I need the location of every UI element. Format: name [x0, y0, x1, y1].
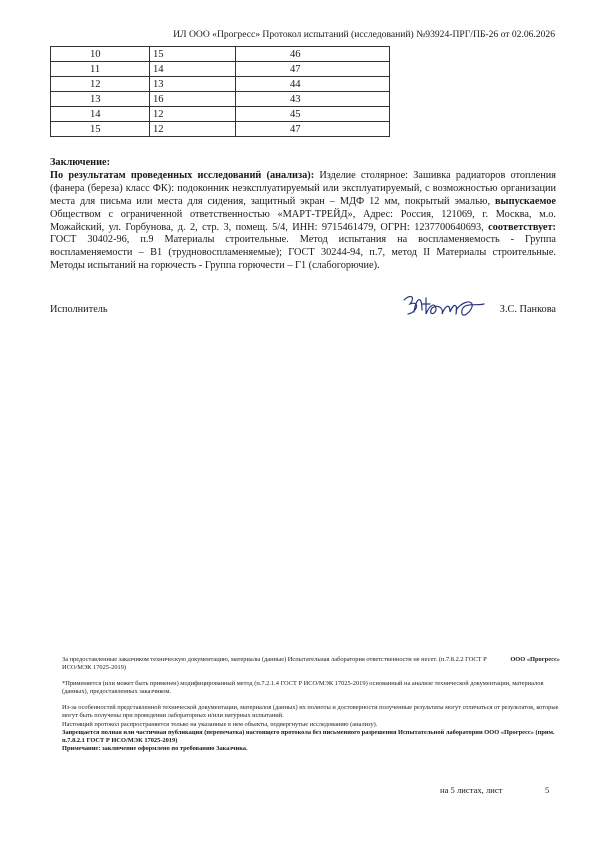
handwritten-signature [400, 288, 490, 328]
manufacturer-details: Обществом с ограниченной ответственностью «МАРТ-ТРЕЙД», Адрес: Россия, 121069, г. Москва, м.о. Можайский, ул. Горбунова, д. 2, стр. 3, помещ. 5/4, ИНН: 9715461479, ОГРН: 1237700640693, [50, 208, 556, 233]
footer-note-publication: Запрещается полная или частичная публикация (перепечатка) настоящего протокола без письменного разрешения Испытательной лаборатории ООО «Прогресс» (прим. п.7.8.2.1 ГОСТ Р ИСО/МЭК 17025-2019) [62, 728, 555, 744]
table-cell: 13 [51, 92, 150, 107]
table-cell: 12 [150, 122, 236, 137]
table-cell: 45 [236, 107, 390, 122]
table-row [51, 122, 390, 137]
conclusion-section [50, 157, 556, 273]
executor-name: З.С. Панкова [499, 304, 556, 315]
footer-note-responsibility [62, 656, 560, 672]
table-cell: 10 [51, 47, 150, 62]
compliance-details: ГОСТ 30402-96, п.9 Материалы строительные. Метод испытания на воспламеняемость - Группа воспламеняемости – В1 (трудновоспламеняемые); ГОСТ 30244-94, п.7, метод II Материалы строительные. Методы испытаний на горючесть - Группа горючести – Г1 (слабогорючие). [50, 234, 556, 272]
conclusion-text [50, 170, 556, 273]
footer-note-method: *Применяется (или может быть применен) модифицированный метод (п.7.2.1.4 ГОСТ Р ИСО/МЭК 17025-2019) основанный на анализе технической документации, материалов (данных), предоставленных заказчиком. [62, 680, 544, 696]
table-cell: 16 [150, 92, 236, 107]
table-cell: 15 [51, 122, 150, 137]
sheets-count: на 5 листах, лист [440, 785, 503, 795]
manufacturer-label: выпускаемое [494, 195, 556, 207]
page-number: 5 [545, 785, 550, 795]
table-cell: 44 [236, 77, 390, 92]
table-cell: 11 [51, 62, 150, 77]
table-row [51, 47, 390, 62]
lab-name: ООО «Прогресс» [510, 656, 560, 663]
footer-note-text: За предоставленные заказчиком техническую документацию, материалы (данные) Испытательная лаборатория ответственности не несет. (п.7.8.2.2 ГОСТ Р ИСО/МЭК 17025-2019) [62, 656, 487, 672]
footer-note-remark: Примечание: заключение оформлено по требованию Заказчика. [62, 744, 248, 752]
conclusion-title: Заключение: [50, 157, 111, 168]
table-cell: 12 [51, 77, 150, 92]
executor-label: Исполнитель [50, 304, 108, 315]
footer-notes [62, 656, 560, 753]
document-header: ИЛ ООО «Прогресс» Протокол испытаний (исследований) №93924-ПРГ/ПБ-26 от 02.06.2026 [173, 29, 555, 40]
table-cell: 43 [236, 92, 390, 107]
table-cell: 47 [236, 122, 390, 137]
table-row [51, 62, 390, 77]
table-cell: 12 [150, 107, 236, 122]
table-row [51, 77, 390, 92]
footer-note-results: Из-за особенностей представленной технической документации, материалов (данных) их полноты и достоверности полученные результаты могут отличаться от результатов, которые могут быть получены при проведении лабораторных и/или натурных испытаний. [62, 704, 559, 720]
conclusion-lead: По результатам проведенных исследований (анализа): [50, 169, 315, 181]
footer-note-scope: Настоящий протокол распространяется только на указанные в нем объекты, подвергнутые исследованию (анализу). [62, 720, 378, 728]
table-cell: 14 [51, 107, 150, 122]
table-row [51, 107, 390, 122]
table-cell: 15 [150, 47, 236, 62]
table-cell: 14 [150, 62, 236, 77]
table-cell: 47 [236, 62, 390, 77]
compliance-label: соответствует: [488, 221, 556, 233]
conclusion-product: Изделие столярное: Зашивка радиаторов отопления (фанера (береза) класс ФК): подоконник неэксплуатируемый или эксплуатируемый, с возможностью организации места для письма или места для сидения, защитный экран – МДФ 12 мм, покрытый эмалью, [50, 169, 556, 207]
results-table [50, 46, 390, 137]
table-cell: 46 [236, 47, 390, 62]
table-row [51, 92, 390, 107]
table-cell: 13 [150, 77, 236, 92]
